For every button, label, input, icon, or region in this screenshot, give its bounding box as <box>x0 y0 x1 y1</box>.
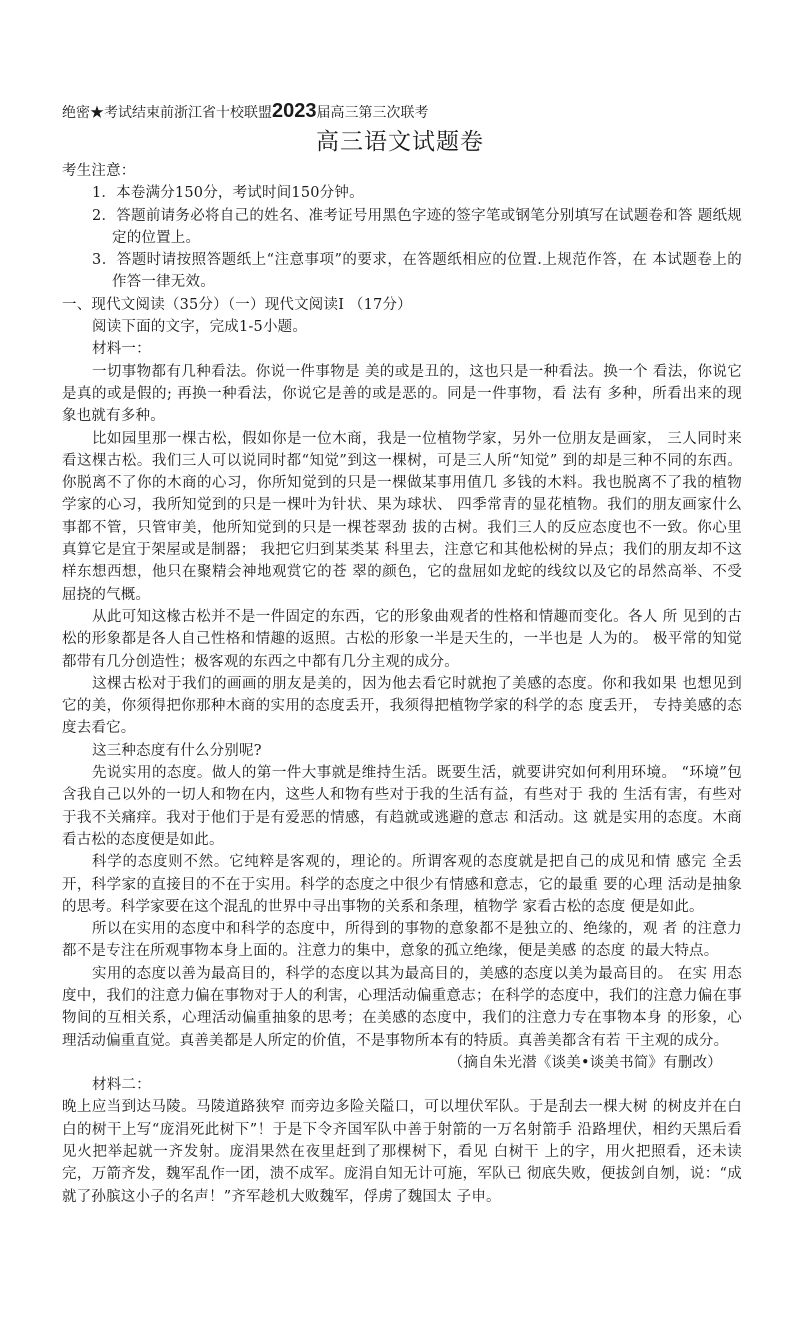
exam-header <box>62 100 762 124</box>
material1-paragraph-9: 实用的态度以善为最高目的，科学的态度以其为最高目的，美感的态度以美为最高目的。 在实 用态度中，我们的注意力偏在事物对于人的利害，心理活动偏重意志；在科学的态度中，我们的注意力偏在事物间的互相关系，心理活动偏重抽象的思考；在美感的态度中，我们的注意力专在事物本身 的形象，心理活动偏重直觉。真善美都是人所定的价值，不是事物所本有的特质。真善美都含有若 干主观的成分。 <box>62 965 742 1049</box>
section-instruction: 阅读下面的文字，完成1-5小题。 <box>92 319 308 336</box>
material1-paragraph-7: 科学的态度则不然。它纯粹是客观的，理论的。所谓客观的态度就是把自己的成见和情 感完 全丢开，科学家的直接目的不在于实用。科学的态度之中很少有情感和意志，它的最重 要的心理 活动是抽象的思考。科学家要在这个混乱的世界中寻出事物的关系和条理，植物学 家看古松的态度 便是如此。 <box>62 854 742 915</box>
material1-paragraph-5: 这三种态度有什么分别呢? <box>92 742 262 759</box>
header-suffix: 届高三第三次联考 <box>316 105 429 121</box>
material1-label: 材料一： <box>92 341 151 358</box>
notice-item-2: 2．答题前请务必将自己的姓名、准考证号用黑色字迹的签字笔或钢笔分别填写在试题卷和答 题纸规定的位置上。 <box>92 207 742 246</box>
material1-paragraph-2: 比如园里那一棵古松，假如你是一位木商，我是一位植物学家，另外一位朋友是画家， 三人同时来看这棵古松。我们三人可以说同时都“知觉”到这一棵树，可是三人所“知觉” 到的却是三种不同的东西。你脱离不了你的木商的心习，你所知觉到的只是一棵做某事用值几 多钱的木料。我也脱离不了我的植物学家的心习，我所知觉到的只是一棵叶为针状、果为球状、 四季常青的显花植物。我们的朋友画家什么事都不管，只管审美，他所知觉到的只是一棵苍翠劲 拔的古树。我们三人的反应态度也不一致。你心里真算它是宜于架屋或是制器； 我把它归到某类某 科里去，注意它和其他松树的异点；我们的朋友却不这样东想西想，他只在聚精会神地观赏它的苍 翠的颜色，它的盘屈如龙蛇的线纹以及它的昂然高举、不受屈挠的气概。 <box>62 430 742 603</box>
notice-item-1: 1．本卷满分150分，考试时间150分钟。 <box>92 185 364 202</box>
exam-content <box>62 160 742 1208</box>
material2-paragraph-1: 晚上应当到达马陵。马陵道路狭窄 而旁边多险关隘口，可以埋伏军队。于是刮去一棵大树 的树皮并在白白的树干上写“庞涓死此树下”！于是下令齐国军队中善于射箭的一万名射箭手 沿路埋伏，相约天黑后看见火把举起就一齐发射。庞涓果然在夜里赶到了那棵树下，看见 白树干 上的字，用火把照看，还未读完，万箭齐发，魏军乱作一团，溃不成军。庞涓自知无计可施，军队已 彻底失败，便拔剑自刎，说：“成就了孙膑这小子的名声！”齐军趁机大败魏军，俘虏了魏国太 子申。 <box>62 1099 742 1205</box>
material1-paragraph-3: 从此可知这椽古松并不是一件固定的东西，它的形象曲观者的性格和情趣而变化。各人 所 见到的古松的形象都是各人自己性格和情趣的返照。古松的形象一半是天生的，一半也是 人为的。 极平常的知觉都带有几分创造性；极客观的东西之中都有几分主观的成分。 <box>62 608 742 670</box>
material1-paragraph-6: 先说实用的态度。做人的第一件大事就是维持生活。既要生活，就要讲究如何利用环境。 “环境”包含我自己以外的一切人和物在内，这些人和物有些对于我的生活有益，有些对于 我的 生活有害，有些对于我不关痛痒。我对于他们于是有爱恶的情感，有趋就或逃避的意志 和活动。这 就是实用的态度。木商看古松的态度便是如此。 <box>62 765 742 848</box>
material1-paragraph-8: 所以在实用的态度中和科学的态度中，所得到的事物的意象都不是独立的、绝缘的，观 者 的注意力都不是专注在所观事物本身上面的。注意力的集中，意象的孤立绝缘，便是美感 的态度 的最大特点。 <box>62 921 742 960</box>
notice-item-3: 3．答题时请按照答题纸上“注意事项”的要求，在答题纸相应的位置.上规范作答，在 本试题卷上的作答一律无效。 <box>92 252 742 291</box>
material1-source: （摘自朱光潜《谈美•谈美书简》有删改） <box>448 1054 722 1071</box>
material1-paragraph-4: 这棵古松对于我们的画画的朋友是美的，因为他去看它时就抱了美感的态度。你和我如果 也想见到它的美，你须得把你那种木商的实用的态度丢开，我须得把植物学家的科学的态 度丢开， 专持美感的态度去看它。 <box>62 675 742 737</box>
page-title: 高三语文试题卷 <box>316 129 484 155</box>
material1-paragraph-1: 一切事物都有几种看法。你说一件事物是 美的或是丑的，这也只是一种看法。换一个 看法，你说它是真的或是假的; 再换一种看法，你说它是善的或是恶的。同是一件事物，看 法有 多种，所看出来的现象也就有多种。 <box>62 363 742 425</box>
section-heading: 一、现代文阅读（35分）（一）现代文阅读I （17分） <box>62 296 412 313</box>
material2-label: 材料二： <box>92 1077 151 1094</box>
header-prefix: 绝密★考试结束前浙江省十校联盟 <box>62 105 272 121</box>
header-year: 2023 <box>272 100 317 122</box>
notice-heading: 考生注意： <box>62 163 136 179</box>
